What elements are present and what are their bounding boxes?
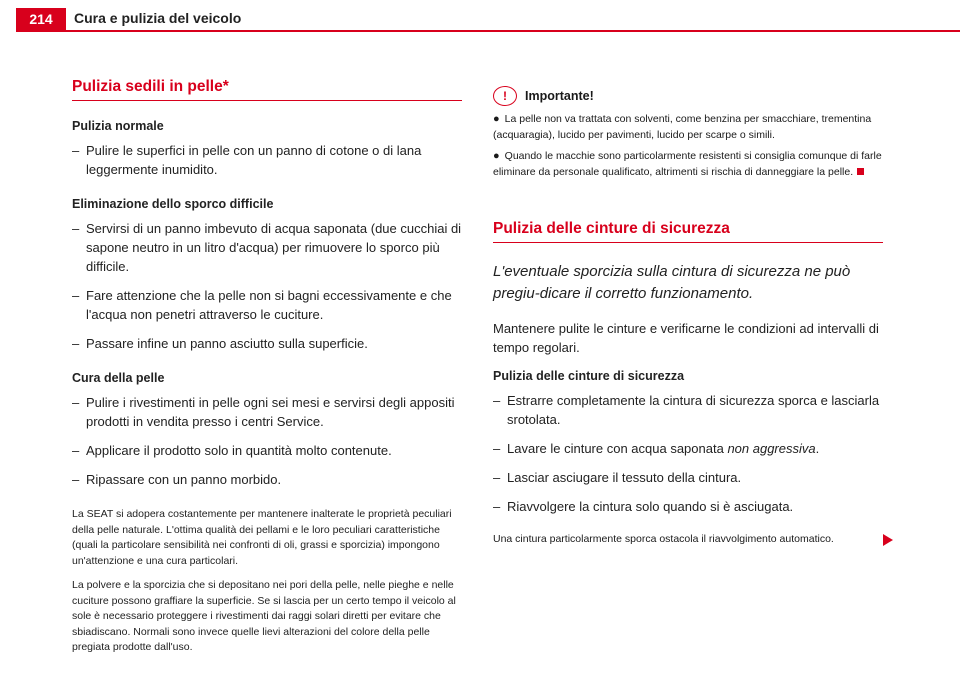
important-bullet: ● La pelle non va trattata con solventi, come benzina per smacchiare, trementina (acquaragia), lucido per pavimenti, lucido per scarpe o simili. — [493, 113, 872, 141]
end-of-section-icon — [857, 168, 864, 175]
list-item: – Passare infine un panno asciutto sulla superficie. — [72, 336, 368, 351]
list-item: – Pulire le superfici in pelle con un panno di cotone o di lana leggermente inumidito. — [72, 143, 422, 177]
subtitle-normal-cleaning: Pulizia normale — [72, 119, 164, 133]
dash-icon: – — [72, 143, 80, 158]
subtitle-difficult-dirt: Eliminazione dello sporco difficile — [72, 197, 274, 211]
note-paragraph: Una cintura particolarmente sporca ostacola il riavvolgimento automatico. — [493, 533, 834, 545]
list-item: – Lavare le cinture con acqua saponata non aggressiva. — [493, 441, 820, 456]
section-title-seat-belts: Pulizia delle cinture di sicurezza — [493, 220, 883, 243]
left-column — [72, 78, 462, 665]
list-item: – Riavvolgere la cintura solo quando si è asciugata. — [493, 499, 794, 514]
continue-arrow-icon[interactable] — [883, 534, 893, 546]
important-box-header — [493, 86, 883, 106]
important-title: Importante! — [525, 89, 594, 103]
intro-paragraph: Mantenere pulite le cinture e verificarne le condizioni ad intervalli di tempo regolari. — [493, 321, 879, 355]
dash-icon: – — [72, 395, 80, 410]
warning-icon: ! — [493, 86, 517, 106]
dash-icon: – — [72, 472, 80, 487]
list-item: – Lasciar asciugare il tessuto della cintura. — [493, 470, 742, 485]
dash-icon: – — [493, 499, 501, 514]
list-item: – Servirsi di un panno imbevuto di acqua saponata (due cucchiai di sapone neutro in un litro d'acqua) per rimuovere lo sporco più difficile. — [72, 221, 462, 274]
list-item: – Pulire i rivestimenti in pelle ogni sei mesi e servirsi degli appositi prodotti in vendita presso i centri Service. — [72, 395, 455, 429]
list-item: – Applicare il prodotto solo in quantità molto contenute. — [72, 443, 392, 458]
bullet-icon: ● — [493, 113, 500, 125]
note-paragraph: La SEAT si adopera costantemente per mantenere inalterate le proprietà peculiari della pelle naturale. L'ottima qualità dei pellami e le loro peculiari caratteristiche (quali la particolare sensibilità nei confronti di oli, grassi e sporcizia) impongono un'attenzione e una cura particolari. — [72, 508, 452, 567]
list-item: – Ripassare con un panno morbido. — [72, 472, 282, 487]
header-rule — [16, 30, 960, 32]
subtitle-leather-care: Cura della pelle — [72, 371, 165, 385]
list-item: – Fare attenzione che la pelle non si bagni eccessivamente e che l'acqua non penetri attraverso le cuciture. — [72, 288, 452, 322]
dash-icon: – — [72, 221, 80, 236]
dash-icon: – — [493, 470, 501, 485]
subtitle-belt-cleaning: Pulizia delle cinture di sicurezza — [493, 369, 685, 383]
note-paragraph: La polvere e la sporcizia che si depositano nei pori della pelle, nelle pieghe e nelle cuciture possono graffiare la superficie. Se si lascia per un certo tempo il veicolo al sole è necessario proteggere i rivestimenti dai raggi solari diretti per evitare che sbiadiscano. Normali sono invece quelle lievi alterazioni del colore della pelle pregiata prodotte dall'uso. — [72, 579, 456, 653]
lead-paragraph: L'eventuale sporcizia sulla cintura di sicurezza ne può pregiu-dicare il corretto funzionamento. — [493, 263, 851, 302]
bullet-icon: ● — [493, 150, 500, 162]
dash-icon: – — [72, 443, 80, 458]
dash-icon: – — [493, 441, 501, 456]
important-bullet: ● Quando le macchie sono particolarmente resistenti si consiglia comunque di farle eliminare da personale qualificato, altrimenti si rischia di danneggiare la pelle. — [493, 150, 882, 178]
dash-icon: – — [72, 336, 80, 351]
page-header — [0, 0, 960, 34]
chapter-title: Cura e pulizia del veicolo — [74, 10, 242, 26]
section-title-leather-seats: Pulizia sedili in pelle* — [72, 78, 462, 101]
page-number: 214 — [16, 8, 66, 30]
right-column — [493, 86, 883, 547]
continue-note — [493, 532, 883, 547]
dash-icon: – — [493, 393, 501, 408]
dash-icon: – — [72, 288, 80, 303]
list-item: – Estrarre completamente la cintura di sicurezza sporca e lasciarla srotolata. — [493, 393, 880, 427]
